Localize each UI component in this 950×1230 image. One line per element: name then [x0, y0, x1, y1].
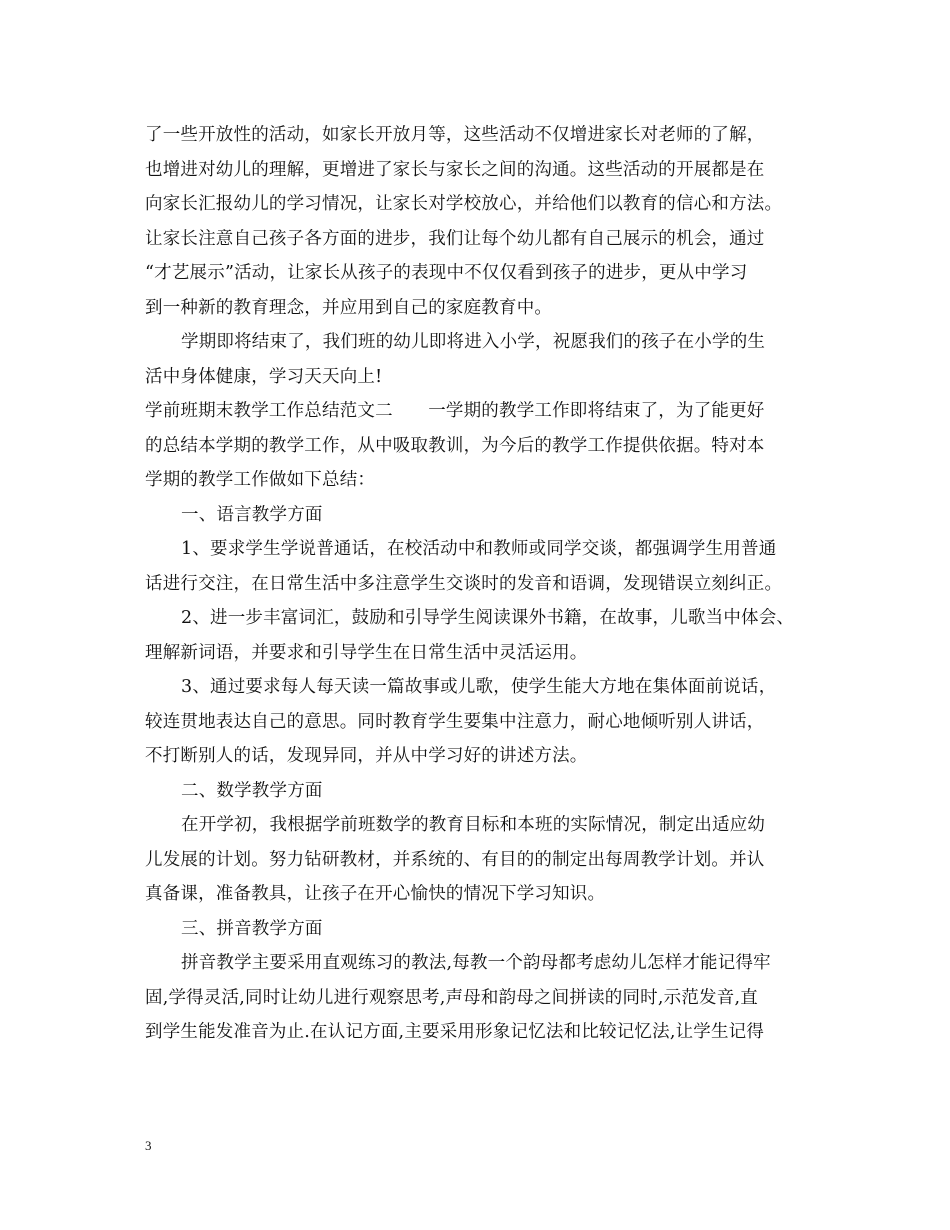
page-number: 3: [145, 1138, 152, 1153]
text-line: 不打断别人的话，发现异同，并从中学习好的讲述方法。: [145, 746, 588, 766]
text-line: 了一些开放性的活动，如家长开放月等，这些活动不仅增进家长对老师的了解，: [145, 125, 765, 145]
text-line: 学期的教学工作做如下总结：: [145, 470, 376, 490]
text-line: 1、要求学生学说普通话，在校活动中和教师或同学交谈，都强调学生用普通: [181, 539, 777, 559]
text-line: 真备课，准备教具，让孩子在开心愉快的情况下学习知识。: [145, 884, 606, 904]
text-line: 学期即将结束了，我们班的幼儿即将进入小学，祝愿我们的孩子在小学的生: [181, 332, 766, 352]
text-line: 到学生能发准音为止.在认记方面,主要采用形象记忆法和比较记忆法,让学生记得: [145, 1022, 765, 1042]
text-line: “才艺展示”活动，让家长从孩子的表现中不仅仅看到孩子的进步，更从中学习: [145, 263, 748, 283]
text-line: 活中身体健康，学习天天向上!: [145, 366, 383, 387]
text-line: 较连贯地表达自己的意思。同时教育学生要集中注意力，耐心地倾听别人讲话，: [145, 711, 765, 732]
text-line: 理解新词语，并要求和引导学生在日常生活中灵活运用。: [145, 642, 588, 663]
text-line: 话进行交注，在日常生活中多注意学生交谈时的发音和语调，发现错误立刻纠正。: [145, 573, 783, 594]
text-line: 3、通过要求每人每天读一篇故事或儿歌，使学生能大方地在集体面前说话，: [181, 677, 777, 697]
text-line: 也增进对幼儿的理解，更增进了家长与家长之间的沟通。这些活动的开展都是在: [145, 159, 765, 180]
text-line: 2、进一步丰富词汇，鼓励和引导学生阅读课外书籍，在故事，儿歌当中体会、: [181, 608, 795, 628]
text-line: 学前班期末教学工作总结范文二 一学期的教学工作即将结束了，为了能更好: [145, 401, 765, 421]
text-line: 在开学初，我根据学前班数学的教育目标和本班的实际情况，制定出适应幼: [181, 815, 766, 835]
text-line: 二、数学教学方面: [181, 780, 323, 801]
text-line: 向家长汇报幼儿的学习情况，让家长对学校放心，并给他们以教育的信心和方法。: [145, 194, 783, 214]
text-line: 让家长注意自己孩子各方面的进步，我们让每个幼儿都有自己展示的机会，通过: [145, 228, 765, 249]
text-line: 三、拼音教学方面: [181, 918, 323, 939]
text-line: 儿发展的计划。努力钻研教材，并系统的、有目的的制定出每周教学计划。并认: [145, 849, 765, 870]
text-line: 的总结本学期的教学工作，从中吸取教训，为今后的教学工作提供依据。特对本: [145, 435, 765, 456]
text-line: 一、语言教学方面: [181, 504, 323, 525]
text-line: 到一种新的教育理念，并应用到自己的家庭教育中。: [145, 297, 553, 318]
document-body: [145, 118, 825, 1050]
text-line: 固,学得灵活,同时让幼儿进行观察思考,声母和韵母之间拼读的同时,示范发音,直: [145, 987, 758, 1008]
text-line: 拼音教学主要采用直观练习的教法,每教一个韵母都考虑幼儿怎样才能记得牢: [181, 953, 771, 973]
